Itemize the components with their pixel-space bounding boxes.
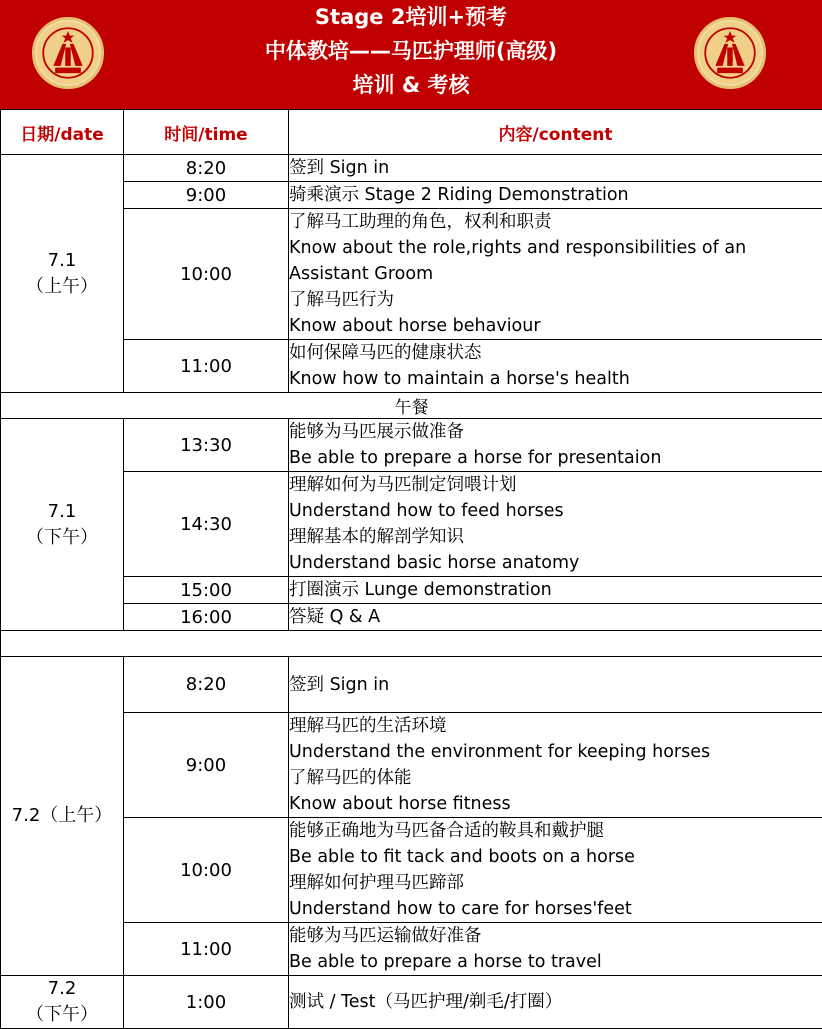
content-line: 骑乘演示 Stage 2 Riding Demonstration (289, 182, 822, 208)
spacer-row (1, 631, 822, 657)
title-line-2: 中体教培——马匹护理师(高级) (0, 34, 822, 68)
content-line: Be able to fit tack and boots on a horse (289, 844, 822, 870)
content-line: Know about the role,rights and responsibilities of an (289, 235, 822, 261)
time-cell: 13:30 (124, 419, 289, 472)
content-line: 理解基本的解剖学知识 (289, 524, 822, 550)
table-row (1, 419, 822, 472)
content-line: 能够正确地为马匹备合适的鞍具和戴护腿 (289, 818, 822, 844)
date-cell (1, 155, 124, 393)
table-row (1, 604, 822, 631)
time-cell: 8:20 (124, 657, 289, 713)
content-cell (289, 209, 822, 340)
content-line: 如何保障马匹的健康状态 (289, 340, 822, 366)
content-cell (289, 340, 822, 393)
content-cell (289, 155, 822, 182)
cseptn-logo-right (694, 17, 766, 89)
content-line: 了解马工助理的角色，权利和职责 (289, 209, 822, 235)
content-line: 签到 Sign in (289, 672, 822, 698)
date-text: 7.1 (1, 248, 123, 274)
lunch-label: 午餐 (1, 393, 822, 419)
content-cell (289, 577, 822, 604)
content-cell (289, 182, 822, 209)
date-period: （下午） (1, 525, 123, 551)
time-cell: 10:00 (124, 818, 289, 923)
title-line-1: Stage 2培训+预考 (0, 0, 822, 34)
date-cell (1, 419, 124, 631)
date-text: 7.2 (1, 976, 123, 1002)
time-cell: 9:00 (124, 182, 289, 209)
time-cell: 10:00 (124, 209, 289, 340)
table-row (1, 657, 822, 713)
table-row (1, 923, 822, 976)
content-line: 理解马匹的生活环境 (289, 713, 822, 739)
lunch-row (1, 393, 822, 419)
table-row (1, 340, 822, 393)
date-cell (1, 657, 124, 976)
content-cell (289, 604, 822, 631)
content-line: Be able to prepare a horse for presentaion (289, 445, 822, 471)
content-cell (289, 818, 822, 923)
table-row (1, 182, 822, 209)
content-line: Be able to prepare a horse to travel (289, 949, 822, 975)
table-row (1, 713, 822, 818)
title-line-3: 培训 & 考核 (0, 68, 822, 102)
content-cell (289, 976, 822, 1029)
time-cell: 8:20 (124, 155, 289, 182)
time-cell: 1:00 (124, 976, 289, 1029)
header-banner (0, 0, 822, 109)
table-row (1, 577, 822, 604)
time-cell: 15:00 (124, 577, 289, 604)
date-period: （下午） (1, 1002, 123, 1028)
content-line: 答疑 Q & A (289, 604, 822, 630)
col-header-content: 内容/content (289, 110, 822, 155)
table-row (1, 976, 822, 1029)
content-line: Understand basic horse anatomy (289, 550, 822, 576)
col-header-time: 时间/time (124, 110, 289, 155)
content-line: Understand how to care for horses'feet (289, 896, 822, 922)
content-cell (289, 713, 822, 818)
cseptn-logo-left (32, 17, 104, 89)
content-line: Understand the environment for keeping horses (289, 739, 822, 765)
content-line: 测试 / Test（马匹护理/剃毛/打圈） (289, 989, 822, 1015)
content-line: 能够为马匹展示做准备 (289, 419, 822, 445)
table-row (1, 209, 822, 340)
time-cell: 14:30 (124, 472, 289, 577)
time-cell: 9:00 (124, 713, 289, 818)
content-line: 了解马匹的体能 (289, 765, 822, 791)
time-cell: 11:00 (124, 340, 289, 393)
table-row (1, 472, 822, 577)
content-line: Know how to maintain a horse's health (289, 366, 822, 392)
header-row (1, 110, 822, 155)
date-text: 7.1 (1, 499, 123, 525)
col-header-date: 日期/date (1, 110, 124, 155)
content-line: 了解马匹行为 (289, 287, 822, 313)
time-cell: 16:00 (124, 604, 289, 631)
schedule-table (0, 109, 822, 1029)
time-cell: 11:00 (124, 923, 289, 976)
content-cell (289, 472, 822, 577)
date-cell (1, 976, 124, 1029)
content-cell (289, 923, 822, 976)
content-line: 理解如何为马匹制定饲喂计划 (289, 472, 822, 498)
content-line: Know about horse behaviour (289, 313, 822, 339)
content-line: Know about horse fitness (289, 791, 822, 817)
content-line: Assistant Groom (289, 261, 822, 287)
spacer-cell (1, 631, 822, 657)
table-row (1, 155, 822, 182)
content-line: Understand how to feed horses (289, 498, 822, 524)
date-period: （上午） (1, 274, 123, 300)
content-line: 理解如何护理马匹蹄部 (289, 870, 822, 896)
content-line: 打圈演示 Lunge demonstration (289, 577, 822, 603)
content-line: 签到 Sign in (289, 155, 822, 181)
date-text: 7.2（上午） (1, 803, 123, 829)
table-row (1, 818, 822, 923)
content-line: 能够为马匹运输做好准备 (289, 923, 822, 949)
content-cell (289, 419, 822, 472)
content-cell (289, 657, 822, 713)
